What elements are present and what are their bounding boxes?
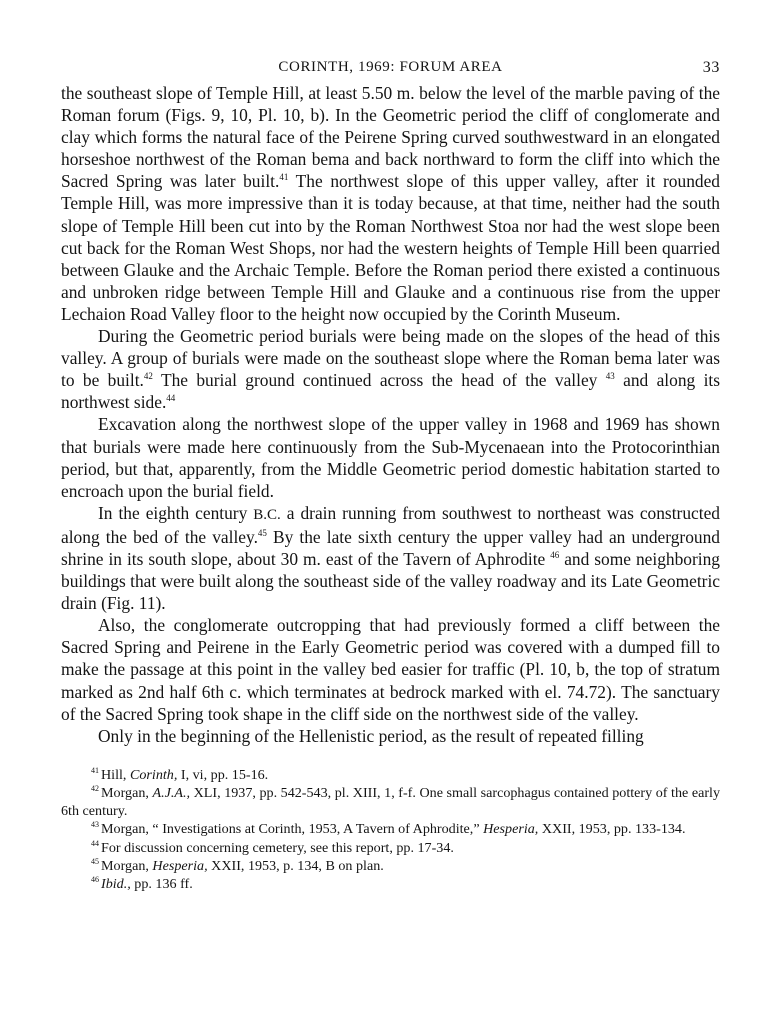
paragraph-5: Also, the conglomerate outcropping that had previously formed a cliff between the Sacred Spring and Peirene in the Early Geometric period was covered with a dumped fill to make the passage at this point in the valley bed easier for traffic (Pl. 10, b, the top of stratum marked as 2nd half 6th c. which terminates at bedrock marked with el. 74.72). The sanctuary of the Sacred Spring took shape in the cliff side on the northwest side of the valley. bbox=[61, 615, 720, 724]
running-header bbox=[61, 56, 720, 82]
footnote-number: 41 bbox=[91, 765, 99, 775]
page-number: 33 bbox=[702, 59, 720, 76]
text-run: I, vi, pp. 15-16. bbox=[177, 766, 269, 783]
running-title: CORINTH, 1969: FORUM AREA bbox=[278, 59, 503, 75]
italic-title: Hesperia, bbox=[483, 821, 539, 838]
paragraph-2 bbox=[61, 325, 720, 413]
text-run: By the late sixth century the upper valley had an underground shrine in its south slope, about 30 m. east of the Tavern of Aphrodite bbox=[61, 526, 721, 569]
text-run: the southeast slope of Temple Hill, at least 5.50 m. below the level of the marble paving of the Roman forum (Figs. 9, 10, Pl. 10, b). In the Geometric period the cliff of conglomerate and clay which forms the natural face of the Peirene Spring curved southwestward in an elongated horseshoe northwest of the Roman bema and back northward to form the cliff into which the Sacred Spring was later built. bbox=[61, 83, 720, 192]
text-run: and along its northwest side. bbox=[61, 370, 721, 413]
footnote-44 bbox=[61, 839, 720, 857]
footnote-ref-46: 46 bbox=[550, 549, 560, 560]
text-run: XXII, 1953, p. 134, B on plan. bbox=[207, 857, 384, 874]
text-run: XXII, 1953, pp. 133-134. bbox=[538, 821, 686, 838]
era-abbreviation: B.C. bbox=[253, 506, 281, 523]
italic-title: Hesperia, bbox=[152, 857, 208, 874]
footnote-ref-42: 42 bbox=[143, 371, 153, 382]
paragraph-1 bbox=[61, 82, 720, 325]
footnote-ref-41: 41 bbox=[279, 172, 289, 183]
text-run: During the Geometric period burials were being made on the slopes of the head of this valley. A group of burials were made on the southeast slope where the Roman bema later was to be built. bbox=[61, 326, 720, 391]
footnote-ref-44: 44 bbox=[166, 393, 176, 404]
text-run: In the eighth century bbox=[98, 502, 254, 523]
footnote-46 bbox=[61, 875, 720, 893]
footnote-43 bbox=[61, 820, 720, 838]
text-run: For discussion concerning cemetery, see this report, pp. 17-34. bbox=[101, 839, 454, 856]
paragraph-4 bbox=[61, 502, 720, 614]
footnotes bbox=[61, 766, 720, 893]
footnote-ref-43: 43 bbox=[605, 371, 615, 382]
paragraph-6: Only in the beginning of the Hellenistic period, as the result of repeated filling bbox=[98, 725, 644, 746]
italic-title: A.J.A., bbox=[152, 785, 191, 802]
footnote-number: 46 bbox=[91, 875, 99, 885]
italic-title: Ibid., bbox=[101, 876, 131, 893]
footnote-number: 42 bbox=[91, 784, 99, 794]
text-run: Morgan, bbox=[101, 785, 153, 802]
footnote-number: 44 bbox=[91, 838, 99, 848]
footnote-number: 43 bbox=[91, 820, 99, 830]
body-text bbox=[61, 82, 720, 747]
text-run: a drain running from southwest to northeast was constructed along the bed of the valley. bbox=[61, 502, 720, 547]
text-run: pp. 136 ff. bbox=[130, 876, 193, 893]
text-run: The northwest slope of this upper valley, after it rounded Temple Hill, was more impressive than it is today because, at that time, neither had the south slope of Temple Hill been cut into by the Roman Northwest Stoa nor had the west slope been cut back for the Roman West Shops, nor had the western heights of Temple Hill been quarried between Glauke and the Archaic Temple. Before the Roman period there existed a continuous and unbroken ridge between Temple Hill and Glauke and a continuous rise from the upper Lechaion Road Valley floor to the height now occupied by the Corinth Museum. bbox=[61, 171, 720, 324]
footnote-number: 45 bbox=[91, 856, 99, 866]
text-run: XLI, 1937, pp. 542-543, pl. XIII, 1, f-f. One small sarcophagus contained pottery of the early 6th century. bbox=[61, 785, 720, 820]
italic-title: Corinth, bbox=[129, 766, 178, 783]
paragraph-3: Excavation along the northwest slope of the upper valley in 1968 and 1969 has shown that burials were made here continuously from the Sub-Mycenaean into the Protocorinthian period, but that, apparently, from the Middle Geometric period domestic habitation started to encroach upon the burial field. bbox=[61, 414, 720, 501]
text-run: The burial ground continued across the head of the valley bbox=[152, 370, 606, 391]
text-run: Morgan, “ Investigations at Corinth, 1953, A Tavern of Aphrodite,” bbox=[101, 821, 484, 838]
text-run: and some neighboring buildings that were built along the southeast side of the valley roadway and its Late Geometric drain (Fig. 11). bbox=[61, 548, 720, 614]
footnote-41 bbox=[61, 766, 720, 784]
footnote-42 bbox=[61, 784, 720, 820]
footnote-45 bbox=[61, 857, 720, 875]
text-run: Hill, bbox=[101, 766, 130, 783]
text-run: Morgan, bbox=[101, 857, 153, 874]
footnote-ref-45: 45 bbox=[257, 527, 267, 538]
